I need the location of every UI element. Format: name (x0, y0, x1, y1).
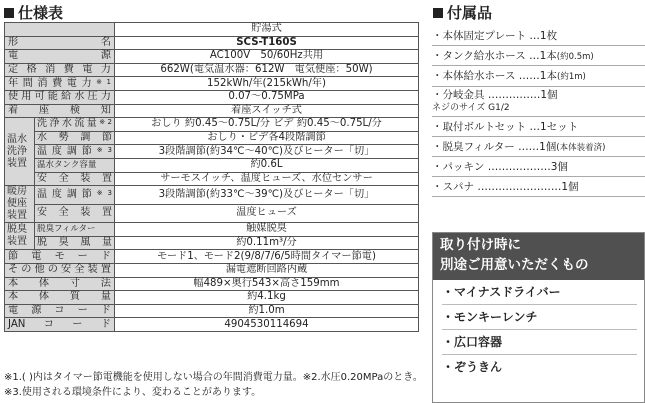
table-row (5, 263, 419, 277)
spec-title-text: 仕様表 (18, 4, 64, 22)
square-bullet-icon (4, 8, 14, 18)
table-row (5, 250, 419, 264)
table-row (5, 77, 419, 91)
spec-value-size: 幅489×奥行543×高さ159mm (115, 277, 419, 291)
table-row (5, 158, 419, 172)
spec-label-jan: JANコード (5, 318, 115, 332)
spec-label-tank: 温水タンク容量 (35, 158, 115, 172)
table-row (5, 90, 419, 104)
table-row (5, 104, 419, 118)
list-item: ・本体固定プレート …1枚 (432, 26, 645, 46)
spec-table (4, 22, 419, 332)
table-row (5, 291, 419, 305)
list-item: ・スパナ ……………………1個 (432, 177, 645, 197)
spec-value-annual: 152kWh/年(215kWh/年) (115, 77, 419, 91)
spec-label-deodor-air: 脱臭風量 (35, 236, 115, 250)
spec-value-heat-safety: 温度ヒューズ (115, 204, 419, 223)
table-row (5, 118, 419, 132)
spec-value-pressure: 0.07〜0.75MPa (115, 90, 419, 104)
spec-value-type: 貯湯式 (115, 23, 419, 37)
spec-label-wash-safety: 安全装置 (35, 172, 115, 186)
table-row (5, 277, 419, 291)
square-bullet-icon (433, 8, 443, 18)
spec-value-heat-temp: 3段階調節(約33℃〜39℃)及びヒーター「切」 (115, 186, 419, 205)
spec-label-size: 本体寸法 (5, 277, 115, 291)
spec-label-empty (5, 23, 115, 37)
spec-value-other: 漏電遮断回路内蔵 (115, 263, 419, 277)
list-item: ・分岐金具 ……………1個 ネジのサイズ G1/2 (432, 87, 645, 117)
spec-label-power: 電源 (5, 50, 115, 64)
spec-label-heat-safety: 安全装置 (35, 204, 115, 223)
accessories-title-text: 付属品 (447, 4, 493, 22)
spec-label-other: その他の安全装置 (5, 263, 115, 277)
table-row (5, 204, 419, 223)
spec-label-model: 形名 (5, 36, 115, 50)
spec-group-deodor: 脱臭装置 (5, 223, 35, 250)
prep-box (432, 232, 645, 403)
table-row (5, 23, 419, 37)
table-row (5, 145, 419, 159)
spec-label-annual: 年間消費電力$^{※1}$ (5, 77, 115, 91)
spec-label-rated: 定格消費電力 (5, 63, 115, 77)
spec-value-deodor-air: 約0.11m³/分 (115, 236, 419, 250)
spec-value-wash-temp: 3段階調節(約34℃〜40℃)及びヒーター「切」 (115, 145, 419, 159)
table-row (5, 186, 419, 205)
spec-value-weight: 約4.1kg (115, 291, 419, 305)
table-row (5, 318, 419, 332)
spec-value-mode: モード1、モード2(9/8/7/6/5時間タイマー節電) (115, 250, 419, 264)
spec-label-deodor-filter: 脱臭フィルター (35, 223, 115, 237)
list-item: ・モンキーレンチ (442, 305, 637, 330)
table-row (5, 172, 419, 186)
spec-group-heat: 暖房便座装置 (5, 186, 35, 223)
accessories-list (432, 26, 645, 197)
accessories-section-title (433, 2, 492, 23)
spec-label-wash-temp: 温度調節$^{※3}$ (35, 145, 115, 159)
spec-value-deodor-filter: 触媒脱臭 (115, 223, 419, 237)
list-item: ・ぞうきん (442, 360, 503, 374)
spec-label-pressure: 使用可能給水圧力 (5, 90, 115, 104)
spec-group-wash: 温水洗浄装置 (5, 118, 35, 186)
spec-value-model: SCS-T160S (115, 36, 419, 50)
table-row (5, 236, 419, 250)
spec-footnote: ※1.( )内はタイマー節電機能を使用しない場合の年間消費電力量。※2.水圧0.20MPaのとき。※3.使用される環境条件により、変わることがあります。 (4, 372, 423, 398)
list-item: ・パッキン ………………3個 (432, 157, 645, 177)
spec-value-wash-force: おしり・ビデ各4段階調節 (115, 131, 419, 145)
spec-label-cord: 電源コード (5, 304, 115, 318)
prep-heading: 取り付け時に 別途ご用意いただくもの (433, 233, 644, 280)
table-row (5, 304, 419, 318)
spec-value-seat: 着座スイッチ式 (115, 104, 419, 118)
spec-label-wash-force: 水勢調節 (35, 131, 115, 145)
spec-value-power: AC100V 50/60Hz共用 (115, 50, 419, 64)
table-row (5, 63, 419, 77)
spec-label-mode: 節電モード (5, 250, 115, 264)
spec-value-wash-safety: サーモスイッチ、温度ヒューズ、水位センサー (115, 172, 419, 186)
spec-value-wash-flow: おしり 約0.45〜0.75L/分 ビデ 約0.45〜0.75L/分 (115, 118, 419, 132)
list-item: ・広口容器 (442, 330, 637, 355)
list-item: ・マイナスドライバー (442, 280, 637, 305)
list-item: ・脱臭フィルター ……1個(本体装着済) (432, 137, 645, 157)
spec-value-jan: 4904530114694 (115, 318, 419, 332)
spec-label-wash-flow: 洗浄水流量$^{※2}$ (35, 118, 115, 132)
spec-label-seat: 着座検知 (5, 104, 115, 118)
table-row (5, 223, 419, 237)
table-row (5, 36, 419, 50)
spec-value-cord: 約1.0m (115, 304, 419, 318)
table-row (5, 50, 419, 64)
list-item: ・タンク給水ホース …1本(約0.5m) (432, 46, 645, 66)
list-item: ・取付ボルトセット …1セット (432, 117, 645, 137)
spec-label-heat-temp: 温度調節$^{※3}$ (35, 186, 115, 205)
spec-section-title (4, 2, 63, 23)
spec-value-tank: 約0.6L (115, 158, 419, 172)
table-row (5, 131, 419, 145)
prep-list (433, 280, 644, 380)
list-item: ・本体給水ホース ……1本(約1m) (432, 66, 645, 86)
spec-label-weight: 本体質量 (5, 291, 115, 305)
spec-value-rated: 662W(電気温水器：612W 電気便座：50W) (115, 63, 419, 77)
